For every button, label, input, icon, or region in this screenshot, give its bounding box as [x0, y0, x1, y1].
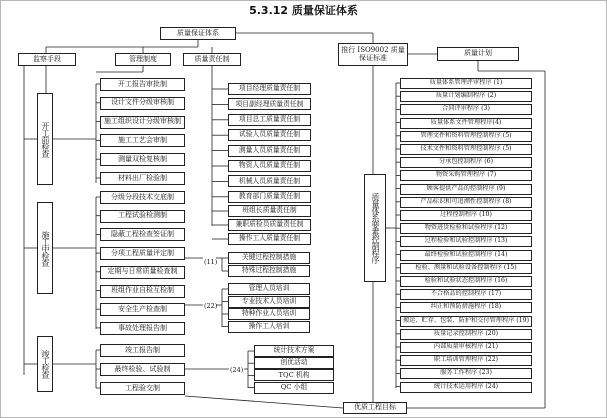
diagram-title: 5.3.12 质量保证体系 — [249, 4, 358, 17]
pre-start-check-item: 材料出厂检验制 — [100, 172, 185, 185]
responsibility-item: 物资人员质量责任制 — [228, 160, 311, 172]
procedure-item: 技术文件和资料管理控制程序 (5) — [400, 144, 532, 155]
pre-start-check-item: 开工报告审批制 — [100, 78, 185, 91]
in-progress-check-item: 事故处理报告制 — [100, 322, 185, 335]
management-system-box: 管理制度 — [115, 53, 171, 66]
procedure-item: 质量体系文件管理程序(4) — [400, 118, 532, 129]
completion-check-item: 竣工报告制 — [100, 344, 185, 357]
in-progress-check-item: 分级分段技术交底制 — [100, 191, 185, 204]
group-22-label: (22) — [204, 302, 218, 310]
elements-control-box: 质量体系要素控制程序 — [364, 174, 386, 282]
procedure-item: 搬运、贮存、包装、防护和交付管理程序 (19) — [400, 316, 532, 327]
responsibility-item: 项目副经理质量责任制 — [228, 98, 311, 110]
procedure-item: 过程检验和试验控制程序 (13) — [400, 236, 532, 247]
procedure-item: 物资采购管理程序 (7) — [400, 170, 532, 181]
completion-check-item: 最终检验、试验制 — [100, 363, 185, 376]
procedure-item: 管理文件和资料管理控制程序 (5) — [400, 131, 532, 142]
procedure-item: 合同评审程序 (3) — [400, 104, 532, 115]
statistics-item: 统计技术方案 — [254, 345, 334, 357]
statistics-item: TQC 机构 — [254, 369, 334, 381]
procedure-item: 统计技术运用程序 (24) — [400, 382, 532, 393]
responsibility-item: 机械人员质量责任制 — [228, 175, 311, 187]
procedure-item: 过程控制程序 (10) — [400, 210, 532, 221]
statistics-item: 创优活动 — [254, 357, 334, 369]
procedure-item: 质量计划编制程序 (2) — [400, 91, 532, 102]
group-24-label: (24) — [230, 366, 244, 374]
training-item: 特种作业人员培训 — [228, 308, 310, 320]
responsibility-item-secondary: 兼职质检员质量责任制 — [228, 219, 311, 231]
completion-check-item: 工程验交制 — [100, 382, 185, 395]
procedure-item: 检验、测量和试验设备控制程序 (15) — [400, 263, 532, 274]
stage-in-progress: 施工中检查 — [37, 202, 53, 294]
quality-responsibility-box: 质量责任制 — [183, 53, 241, 66]
procedure-item: 内部质量审核程序 (21) — [400, 342, 532, 353]
in-progress-check-item: 分项工程质量评定制 — [100, 247, 185, 260]
responsibility-item: 测量人员质量责任制 — [228, 145, 311, 157]
pre-start-check-item: 施工工艺会审制 — [100, 134, 185, 147]
procedure-item: 服务工作程序 (23) — [400, 368, 532, 379]
pre-start-check-item: 施工组织设计分级审核制 — [100, 116, 185, 129]
statistics-item: QC 小组 — [254, 382, 334, 394]
in-progress-check-item: 定期与日常质量检查制 — [100, 266, 185, 279]
procedure-item: 分承包控制程序 (6) — [400, 157, 532, 168]
responsibility-item: 项目总工质量责任制 — [228, 114, 311, 126]
stage-completion: 竣工检查 — [37, 336, 53, 392]
connector — [185, 396, 343, 408]
in-progress-check-item: 隐蔽工程检查签证制 — [100, 228, 185, 241]
responsibility-item: 项目经理质量责任制 — [228, 83, 311, 95]
responsibility-item: 试验人员质量责任制 — [228, 129, 311, 141]
responsibility-item: 教育部门质量责任制 — [228, 191, 311, 203]
procedure-item: 产品标识和可追溯性控制程序 (8) — [400, 197, 532, 208]
group-11-label: (11) — [204, 258, 218, 266]
supervision-box: 监察手段 — [18, 53, 76, 66]
responsibility-item-secondary: 班组长质量责任制 — [228, 205, 311, 217]
procedure-item: 职工培训管理程序 (22) — [400, 355, 532, 366]
procedure-item: 纠正和预防措施程序 (18) — [400, 302, 532, 313]
procedure-item: 质量体系管理评审程序 (1) — [400, 78, 532, 89]
quality-plan-box: 质量计划 — [437, 47, 519, 61]
stage-pre-start: 开工前检查 — [37, 93, 53, 185]
training-item: 管理人员培训 — [228, 283, 310, 295]
implement-iso-box: 推行 ISO9002 质量保证标准 — [338, 43, 408, 66]
excellent-goal-box: 优质工程目标 — [343, 402, 407, 414]
key-process-measure: 特殊过程控制措施 — [228, 265, 310, 277]
procedure-item: 物资进货检验和试验程序 (12) — [400, 223, 532, 234]
procedure-item: 最终检验和试验控制程序 (14) — [400, 250, 532, 261]
in-progress-check-item: 班组作业自检互检制 — [100, 285, 185, 298]
responsibility-item-secondary: 操作工人质量责任制 — [228, 233, 311, 245]
procedure-item: 检验和试验状态控制程序 (16) — [400, 276, 532, 287]
in-progress-check-item: 安全生产检查制 — [100, 303, 185, 316]
procedure-item: 顾客提供产品的控制程序 (9) — [400, 184, 532, 195]
pre-start-check-item: 设计文件分级审核制 — [100, 97, 185, 110]
training-item: 操作工人培训 — [228, 321, 310, 333]
quality-system-box: 质量保证体系 — [160, 27, 236, 40]
procedure-item: 质量记录控制程序 (20) — [400, 329, 532, 340]
pre-start-check-item: 测量双检复核制 — [100, 153, 185, 166]
procedure-item: 不合格品的控制程序 (17) — [400, 289, 532, 300]
in-progress-check-item: 工程试验检测制 — [100, 210, 185, 223]
key-process-measure: 关键过程控制措施 — [228, 252, 310, 264]
training-item: 专业技术人员培训 — [228, 296, 310, 308]
